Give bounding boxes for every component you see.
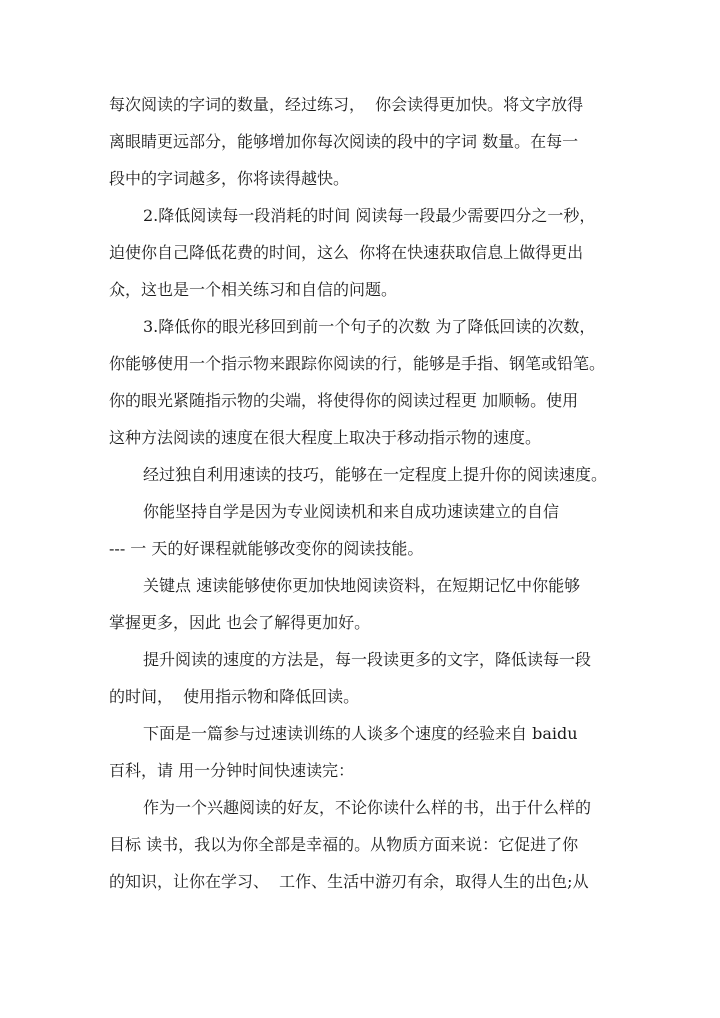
text-line: 的时间， 使用指示物和降低回读。 [109,687,360,706]
text-line: --- 一 天的好课程就能够改变你的阅读技能。 [109,539,424,558]
text-line: 提升阅读的速度的方法是，每一段读更多的文字，降低读每一段 [143,650,592,669]
text-line: 众，这也是一个相关练习和自信的问题。 [109,280,398,299]
text-line: 掌握更多，因此 也会了解得更加好。 [109,613,371,632]
text-line: 关键点 速读能够使你更加快地阅读资料，在短期记忆中你能够 [143,576,581,595]
text-line: 离眼睛更远部分，能够增加你每次阅读的段中的字词 数量。在每一 [109,132,579,151]
text-line: 3.降低你的眼光移回到前一个句子的次数 为了降低回读的次数， [143,317,596,336]
text-line: 每次阅读的字词的数量，经过练习， 你会读得更加快。将文字放得 [109,95,584,114]
text-line: 你能够使用一个指示物来跟踪你阅读的行，能够是手指、钢笔或铅笔。 [109,354,606,373]
text-line: 作为一个兴趣阅读的好友，不论你读什么样的书，出于什么样的 [143,798,592,817]
text-line: 下面是一篇参与过速读训练的人谈多个速度的经验来自 baidu [143,724,578,743]
text-line: 经过独自利用速读的技巧，能够在一定程度上提升你的阅读速度。 [143,465,608,484]
document-body [109,86,615,900]
text-line: 2.降低阅读每一段消耗的时间 阅读每一段最少需要四分之一秒， [143,206,596,225]
text-line: 目标 读书，我以为你全部是幸福的。从物质方面来说：它促进了你 [109,835,579,854]
text-line: 这种方法阅读的速度在很大程度上取决于移动指示物的速度。 [109,428,542,447]
text-line: 你的眼光紧随指示物的尖端，将使得你的阅读过程更 加顺畅。使用 [109,391,579,410]
text-line: 你能坚持自学是因为专业阅读机和来自成功速读建立的自信 [143,502,560,521]
text-line: 百科，请 用一分钟时间快速读完： [109,761,355,780]
text-line: 的知识，让你在学习、 工作、生活中游刃有余，取得人生的出色;从 [109,872,589,891]
text-line: 段中的字词越多，你将读得越快。 [109,169,350,188]
text-line: 迫使你自己降低花费的时间，这么 你将在快速获取信息上做得更出 [109,243,584,262]
